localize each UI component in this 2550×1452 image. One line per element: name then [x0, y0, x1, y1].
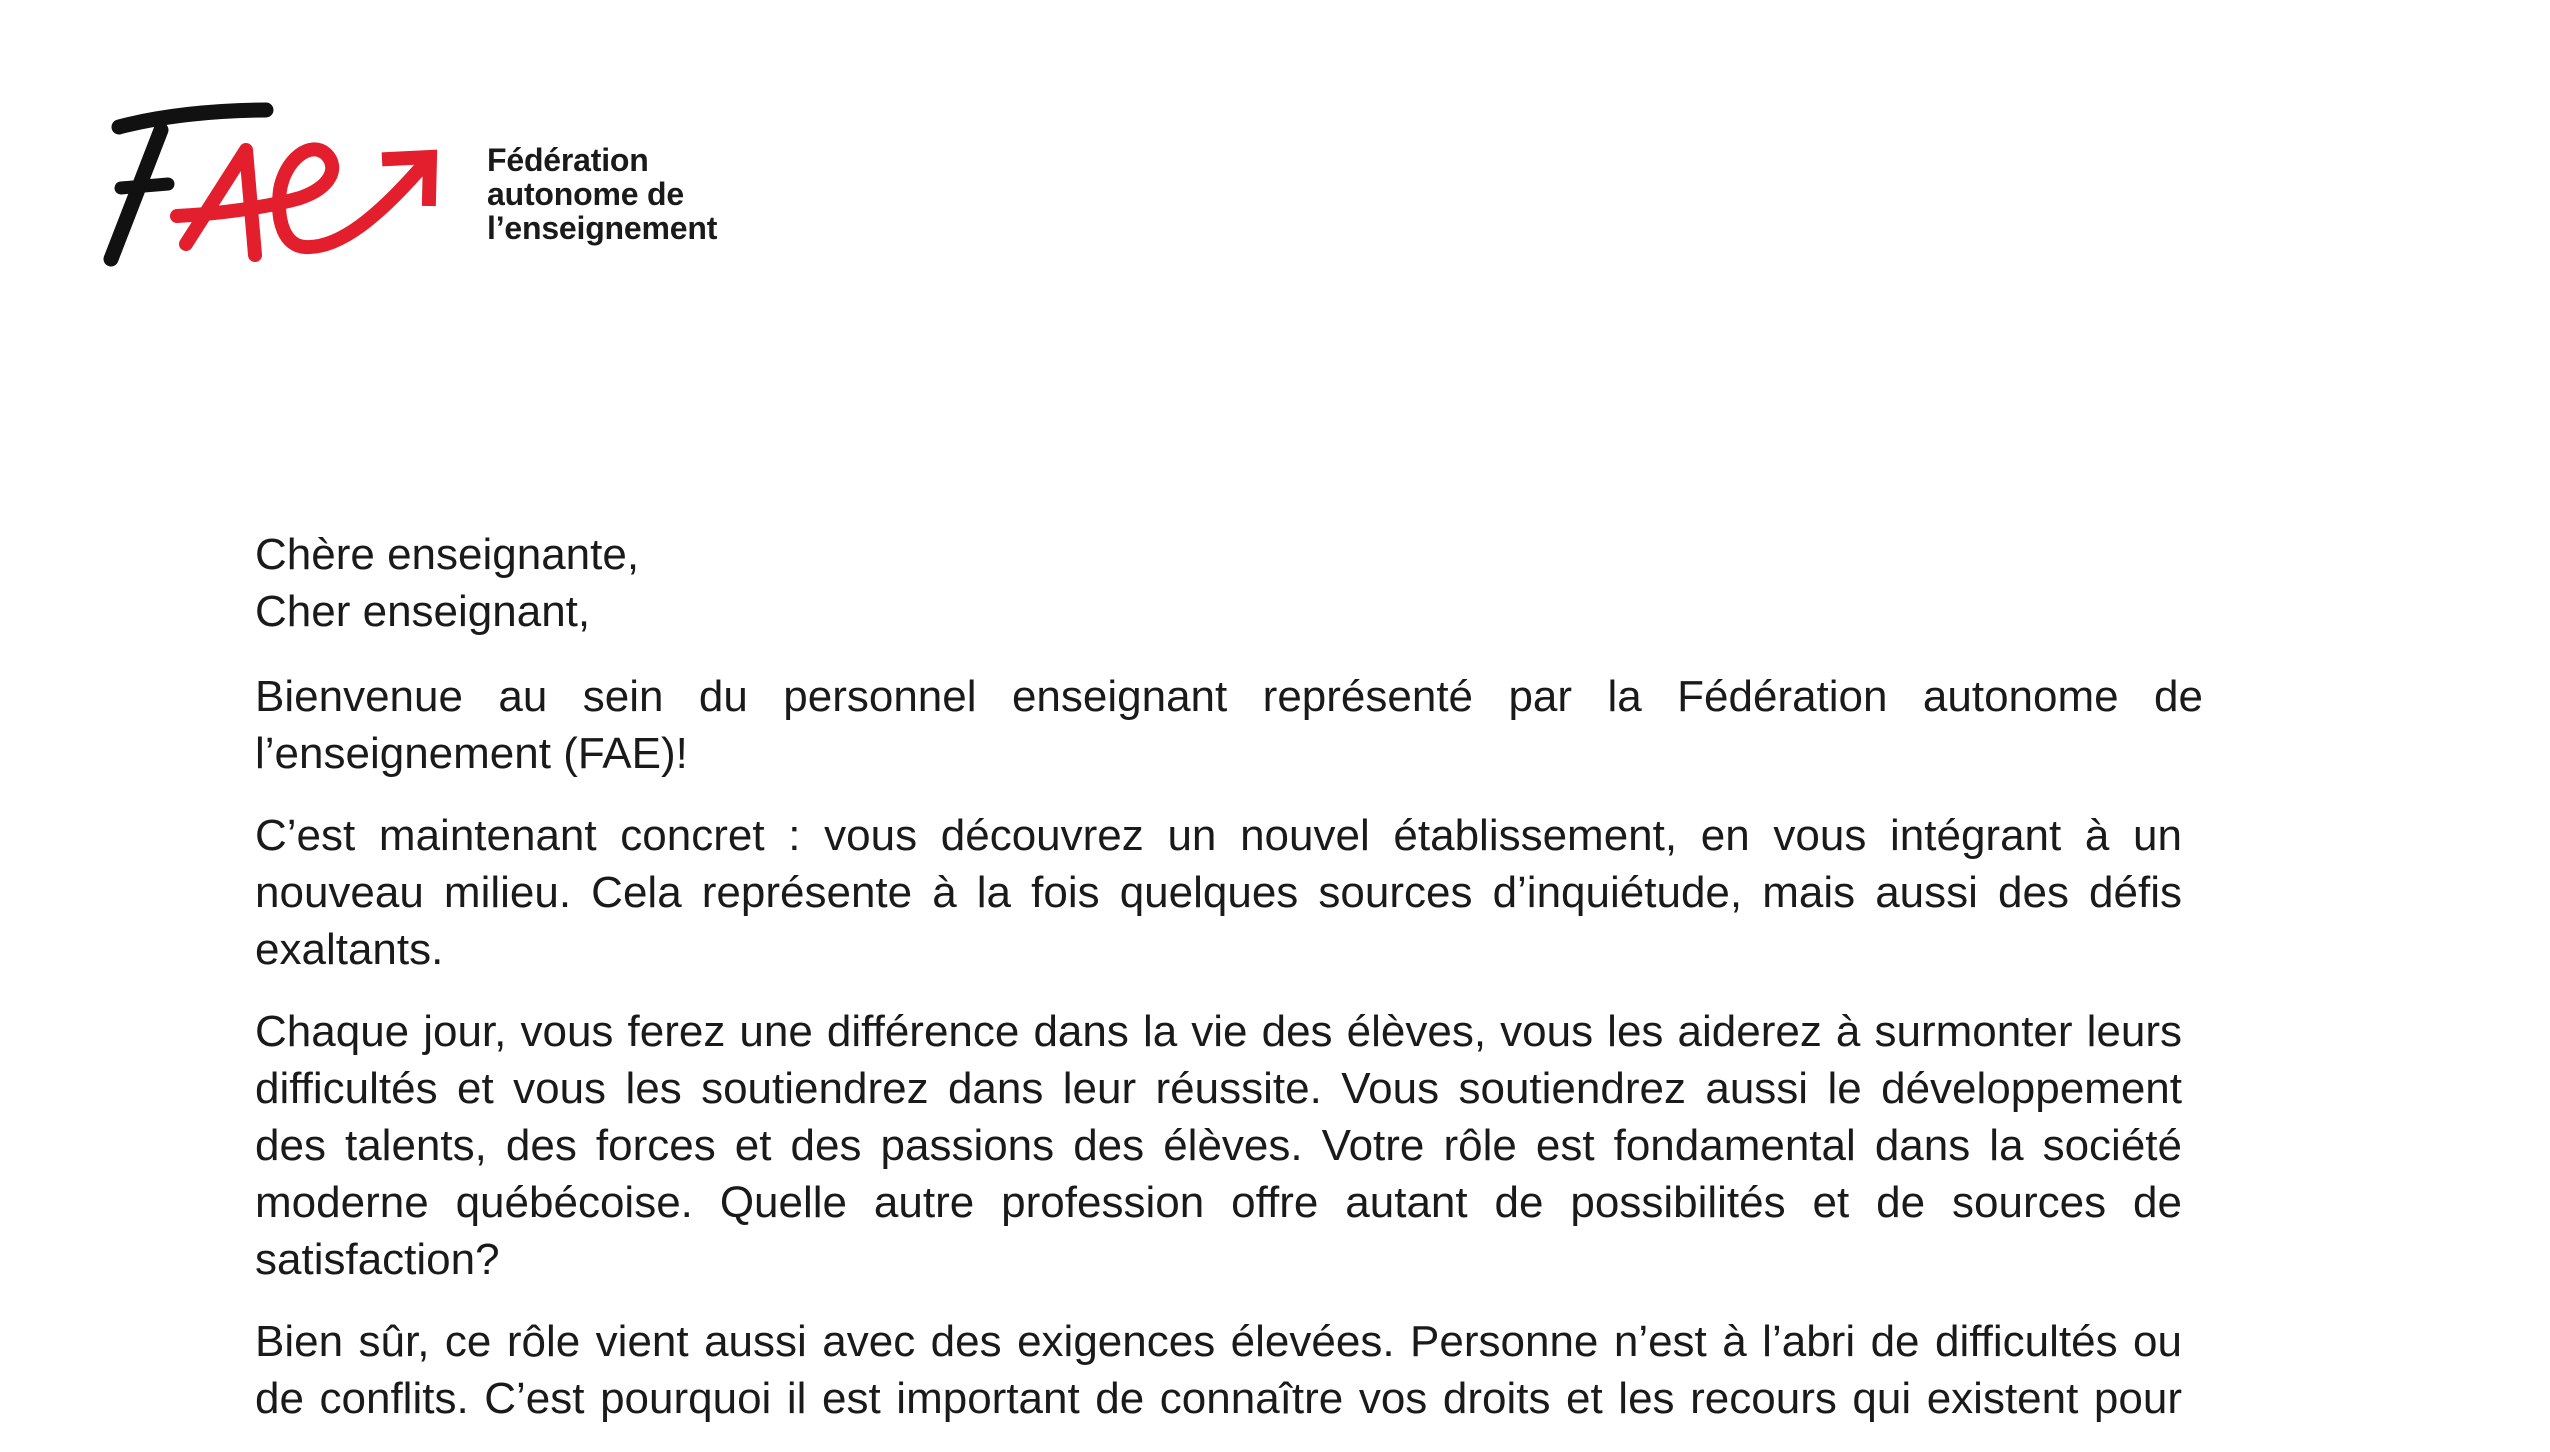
- letter-body: [255, 526, 2203, 1452]
- org-name-line: l’enseignement: [487, 210, 718, 246]
- text-line: Bien sûr, ce rôle vient aussi avec des exigences élevées. Personne n’est à l’abri de difficultés ou: [255, 1317, 2182, 1366]
- text-line: des talents, des forces et des passions des élèves. Votre rôle est fondamental dans la société: [255, 1121, 2182, 1170]
- text-line: de conflits. C’est pourquoi il est important de connaître vos droits et les recours qui existent pour: [255, 1374, 2182, 1423]
- text-line: satisfaction?: [255, 1235, 500, 1284]
- org-name-line: autonome de: [487, 176, 684, 212]
- text-line: exaltants.: [255, 925, 444, 974]
- paragraph-role: [255, 1003, 2182, 1288]
- text-line: Chaque jour, vous ferez une différence dans la vie des élèves, vous les aiderez à surmonter leurs: [255, 1007, 2182, 1056]
- text-line: Bienvenue au sein du personnel enseignant représenté par la Fédération autonome de: [255, 672, 2203, 721]
- salutation-line: Cher enseignant,: [255, 587, 591, 636]
- paragraph-new-environment: [255, 807, 2182, 978]
- text-line: moderne québécoise. Quelle autre profession offre autant de possibilités et de sources de: [255, 1178, 2182, 1227]
- text-line: l’enseignement (FAE)!: [255, 729, 688, 778]
- organization-name: [487, 143, 717, 245]
- salutation-line: Chère enseignante,: [255, 530, 640, 579]
- fae-logo: [95, 95, 455, 275]
- text-line: nouveau milieu. Cela représente à la fois quelques sources d’inquiétude, mais aussi des défis: [255, 868, 2182, 917]
- text-line: difficultés et vous les soutiendrez dans leur réussite. Vous soutiendrez aussi le développement: [255, 1064, 2182, 1113]
- paragraph-welcome: [255, 668, 2203, 782]
- fae-logo-icon: [95, 95, 455, 275]
- text-line: C’est maintenant concret : vous découvrez un nouvel établissement, en vous intégrant à un: [255, 811, 2182, 860]
- paragraph-rights: [255, 1313, 2182, 1427]
- salutation: [255, 526, 2203, 640]
- org-name-line: Fédération: [487, 142, 649, 178]
